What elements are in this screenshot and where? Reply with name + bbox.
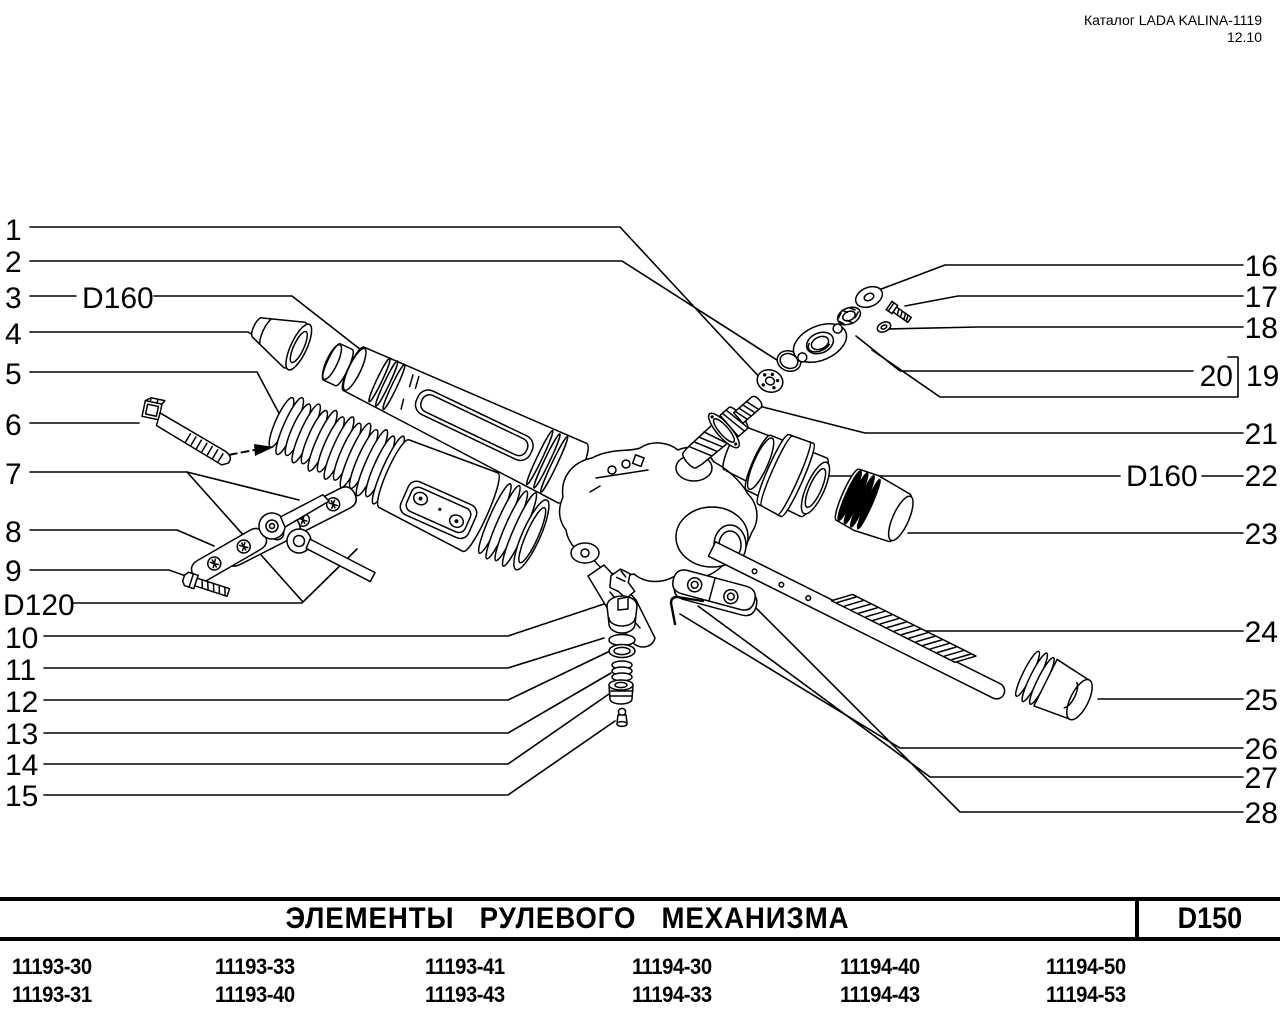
callout-21: 21 (1244, 418, 1278, 451)
callout-18: 18 (1244, 312, 1278, 345)
ref-d160-left: D160 (82, 282, 154, 315)
callout-8: 8 (5, 516, 22, 549)
callout-15: 15 (5, 780, 39, 813)
callout-16: 16 (1244, 250, 1278, 283)
callout-10: 10 (5, 622, 39, 655)
model-code: 11194-30 (632, 954, 712, 979)
plug-15 (617, 708, 627, 726)
housing-cap (831, 465, 920, 549)
catalog-title: Каталог LADA KALINA-1119 (1083, 12, 1262, 28)
leader-lines-right (680, 265, 1243, 812)
callout-14: 14 (5, 749, 39, 782)
callout-28: 28 (1244, 797, 1278, 830)
rack-end-plug (1012, 648, 1100, 728)
support-cup-11 (607, 596, 637, 633)
rack-shaft (708, 529, 1013, 701)
gear-housing-casting (560, 443, 757, 647)
callout-11: 11 (5, 654, 37, 687)
parts-table-code-cell (1139, 901, 1280, 937)
small-washer-18 (876, 320, 893, 334)
callout-4: 4 (5, 318, 22, 351)
washer-disc-16 (852, 283, 885, 312)
parts-table-header (0, 897, 1280, 941)
callout-25: 25 (1244, 684, 1278, 717)
callout-27: 27 (1244, 762, 1278, 795)
catalog-page-number: 12.10 (1226, 29, 1262, 45)
parts-table-title: ЭЛЕМЕНТЫ РУЛЕВОГО МЕХАНИЗМА (285, 902, 850, 935)
parts-table-title-cell (0, 901, 1139, 937)
model-code: 11194-33 (632, 982, 712, 1007)
callout-19: 19 (1246, 360, 1280, 393)
model-code: 11193-43 (425, 982, 505, 1007)
model-code: 11193-31 (12, 982, 92, 1007)
model-code: 11194-43 (840, 982, 920, 1007)
model-code: 11194-50 (1046, 954, 1126, 979)
model-code: 11193-41 (425, 954, 505, 979)
callout-1: 1 (5, 214, 22, 247)
model-code: 11194-40 (840, 954, 920, 979)
callout-5: 5 (5, 358, 22, 391)
seal-rings-12 (609, 635, 635, 658)
cable-tie (136, 397, 240, 467)
callout-24: 24 (1244, 616, 1278, 649)
callout-13: 13 (5, 718, 39, 751)
callout-7: 7 (5, 458, 22, 491)
callout-3: 3 (5, 282, 22, 315)
adjuster-cap-14 (609, 680, 633, 704)
spring-13 (612, 661, 632, 681)
callout-17: 17 (1244, 281, 1278, 314)
callout-2: 2 (5, 246, 22, 279)
callout-6: 6 (5, 409, 22, 442)
model-code: 11193-30 (12, 954, 92, 979)
callout-9: 9 (5, 555, 22, 588)
model-code: 11193-40 (215, 982, 295, 1007)
callout-23: 23 (1244, 518, 1278, 551)
callout-26: 26 (1244, 733, 1278, 766)
callout-20: 20 (1199, 360, 1233, 393)
rubber-cap (243, 303, 316, 373)
ref-d120: D120 (3, 589, 75, 622)
model-code: 11193-33 (215, 954, 295, 979)
model-code: 11194-53 (1046, 982, 1126, 1007)
ref-d160-right: D160 (1126, 460, 1198, 493)
diagram-code: D150 (1177, 902, 1242, 935)
perforated-disc (754, 366, 786, 396)
callout-12: 12 (5, 686, 39, 719)
callout-22: 22 (1244, 460, 1278, 493)
